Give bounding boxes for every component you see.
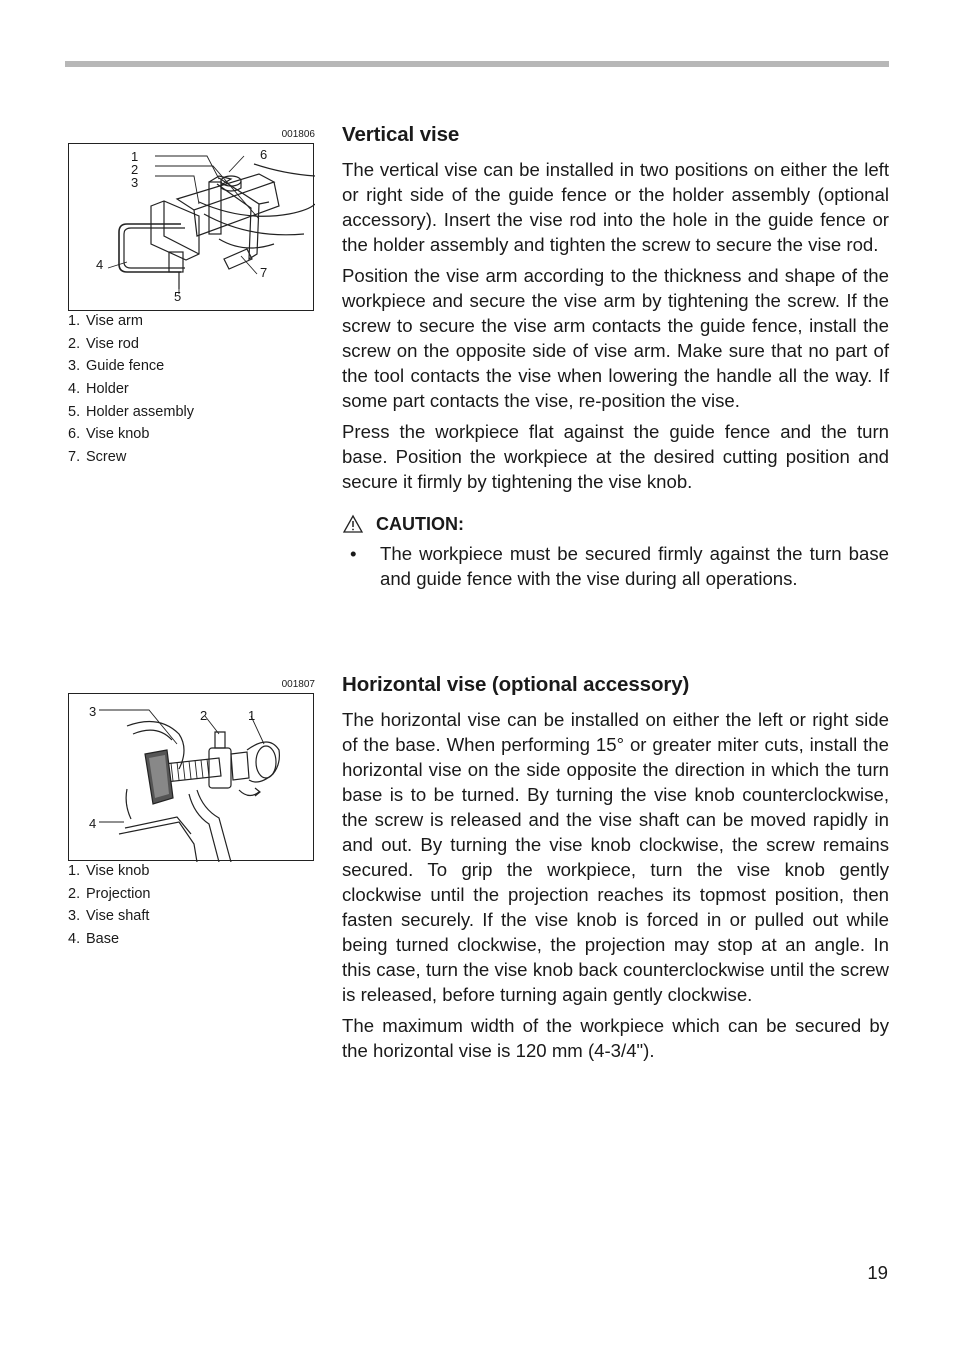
- figure-legend: [68, 310, 194, 469]
- figure-code: 001807: [281, 679, 315, 690]
- page-number: 19: [867, 1262, 888, 1283]
- legend-item: 1. Vise arm: [68, 313, 143, 329]
- legend-item: 6. Vise knob: [68, 426, 150, 443]
- legend-item: 2. Vise rod: [68, 335, 139, 352]
- figure-vertical-vise: [68, 143, 314, 311]
- callout-label: 1: [248, 708, 256, 723]
- caution-heading: CAUTION:: [342, 512, 889, 536]
- figure-legend: [68, 860, 150, 951]
- callout-label: 1: [131, 149, 139, 164]
- warning-triangle-icon: [342, 514, 364, 534]
- callout-label: 7: [260, 265, 268, 280]
- callout-label: 4: [89, 816, 97, 831]
- bullet-marker: •: [350, 543, 357, 564]
- paragraph: The maximum width of the workpiece which can be secured by the horizontal vise is 120 mm (4-3/4").: [342, 1015, 889, 1061]
- section-horizontal-vise: [342, 671, 889, 1063]
- callout-label: 4: [96, 257, 104, 272]
- legend-item: 4. Holder: [68, 381, 129, 398]
- paragraph: The vertical vise can be installed in two positions on either the left or right side of the guide fence or the holder assembly (optional accessory). Insert the vise rod into the hole in the guide fence or the holder assembly and tighten the screw to secure the vise rod.: [342, 159, 889, 255]
- legend-item: 2. Projection: [68, 885, 151, 902]
- legend-item: 1. Vise knob: [68, 863, 150, 879]
- legend-item: 3. Vise shaft: [68, 908, 150, 925]
- caution-item: • The workpiece must be secured firmly against the turn base and guide fence with the vise during all operations.: [342, 541, 889, 591]
- figure-code: 001806: [281, 129, 315, 140]
- section-vertical-vise: [342, 121, 889, 591]
- paragraph: The horizontal vise can be installed on either the left or right side of the base. When performing 15° or greater miter cuts, install the horizontal vise on the side opposite the direction in which the turn base is to be turned. By turning the vise knob counterclockwise, the screw is released and the vise shaft can be moved rapidly in and out. By turning the vise knob clockwise, the screw remains secured. To grip the workpiece, turn the vise knob gently clockwise until the projection reaches its topmost position, then fasten securely. If the vise knob is forced in or pulled out while being turned clockwise, the projection may stop at an angle. In this case, turn the vise knob back counterclockwise until the screw is released, before turning again gently clockwise.: [342, 709, 889, 1005]
- figure-horizontal-vise: [68, 693, 314, 861]
- legend-item: 5. Holder assembly: [68, 403, 194, 420]
- legend-item: 4. Base: [68, 931, 120, 948]
- callout-label: 5: [174, 289, 182, 304]
- legend-item: 3. Guide fence: [68, 358, 165, 375]
- callout-label: 2: [131, 162, 139, 177]
- callout-label: 3: [131, 175, 139, 190]
- callout-label: 3: [89, 704, 97, 719]
- legend-item: 7. Screw: [68, 449, 127, 466]
- callout-label: 2: [200, 708, 208, 723]
- paragraph: Position the vise arm according to the thickness and shape of the workpiece and secure the vise arm by tightening the screw. If the screw to secure the vise arm contacts the guide fence, install the screw on the opposite side of vise arm. Make sure that no part of the tool contacts the vise when lowering the handle all the way. If some part contacts the vise, re-position the vise.: [342, 265, 889, 411]
- paragraph: Press the workpiece flat against the guide fence and the turn base. Position the workpiece at the desired cutting position and secure it firmly by tightening the vise knob.: [342, 421, 889, 492]
- section-heading: Horizontal vise (optional accessory): [342, 673, 690, 696]
- section-heading: Vertical vise: [342, 123, 460, 146]
- vertical-vise-illustration: [69, 144, 315, 312]
- horizontal-vise-illustration: [69, 694, 315, 862]
- callout-label: 6: [260, 147, 268, 162]
- header-rule: [65, 61, 889, 67]
